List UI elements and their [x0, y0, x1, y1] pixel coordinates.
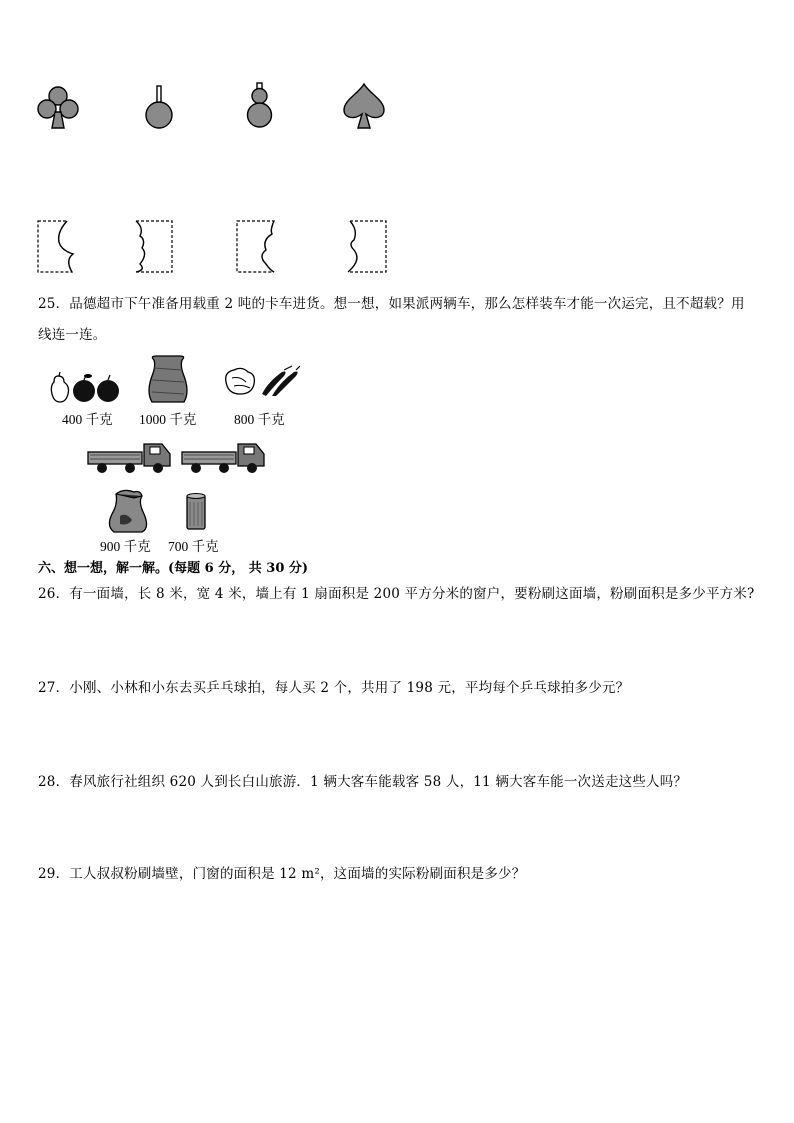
question-28: 28．春风旅行社组织 620 人到长白山旅游．1 辆大客车能载客 58 人，11 辆大客车能一次送走这些人吗？ [38, 774, 688, 790]
half-shape-4 [344, 220, 388, 274]
club-shape [36, 84, 80, 130]
sack-icon [146, 354, 190, 408]
truck-icon-left [86, 440, 174, 478]
circle-on-stick-shape [140, 84, 178, 130]
bag-icon [106, 488, 152, 538]
goods-label-900: 900 千克 [100, 539, 151, 554]
question-27: 27．小刚、小林和小东去买乒乓球拍，每人买 2 个，共用了 198 元，平均每个乒乓球拍多少元？ [38, 680, 630, 696]
truck-icon-right [180, 440, 268, 478]
barrel-icon [185, 492, 207, 536]
spade-shape [340, 82, 388, 130]
vegetable-icon [222, 364, 300, 402]
fruit-icon [48, 372, 120, 408]
q25-text-line2: 线连一连。 [38, 327, 107, 343]
question-26: 26．有一面墙，长 8 米，宽 4 米，墙上有 1 扇面积是 200 平方分米的窗户，要粉刷这面墙，粉刷面积是多少平方米? [38, 586, 755, 602]
goods-label-700: 700 千克 [168, 539, 219, 554]
half-shape-3 [236, 220, 280, 274]
half-shape-1 [37, 220, 77, 274]
section-title: 六、想一想，解一解。(每题 6 分， 共 30 分) [38, 561, 309, 576]
goods-label-400: 400 千克 [62, 412, 113, 427]
goods-label-1000: 1000 千克 [139, 412, 197, 427]
gourd-shape [243, 82, 277, 130]
q25-text-line1: 25．品德超市下午准备用载重 2 吨的卡车进货。想一想，如果派两辆车，那么怎样装车才能一次运完，且不超载？用 [38, 296, 745, 312]
question-29: 29．工人叔叔粉刷墙壁，门窗的面积是 12 m²，这面墙的实际粉刷面积是多少？ [38, 866, 526, 882]
goods-label-800: 800 千克 [234, 412, 285, 427]
half-shape-2 [132, 220, 174, 274]
